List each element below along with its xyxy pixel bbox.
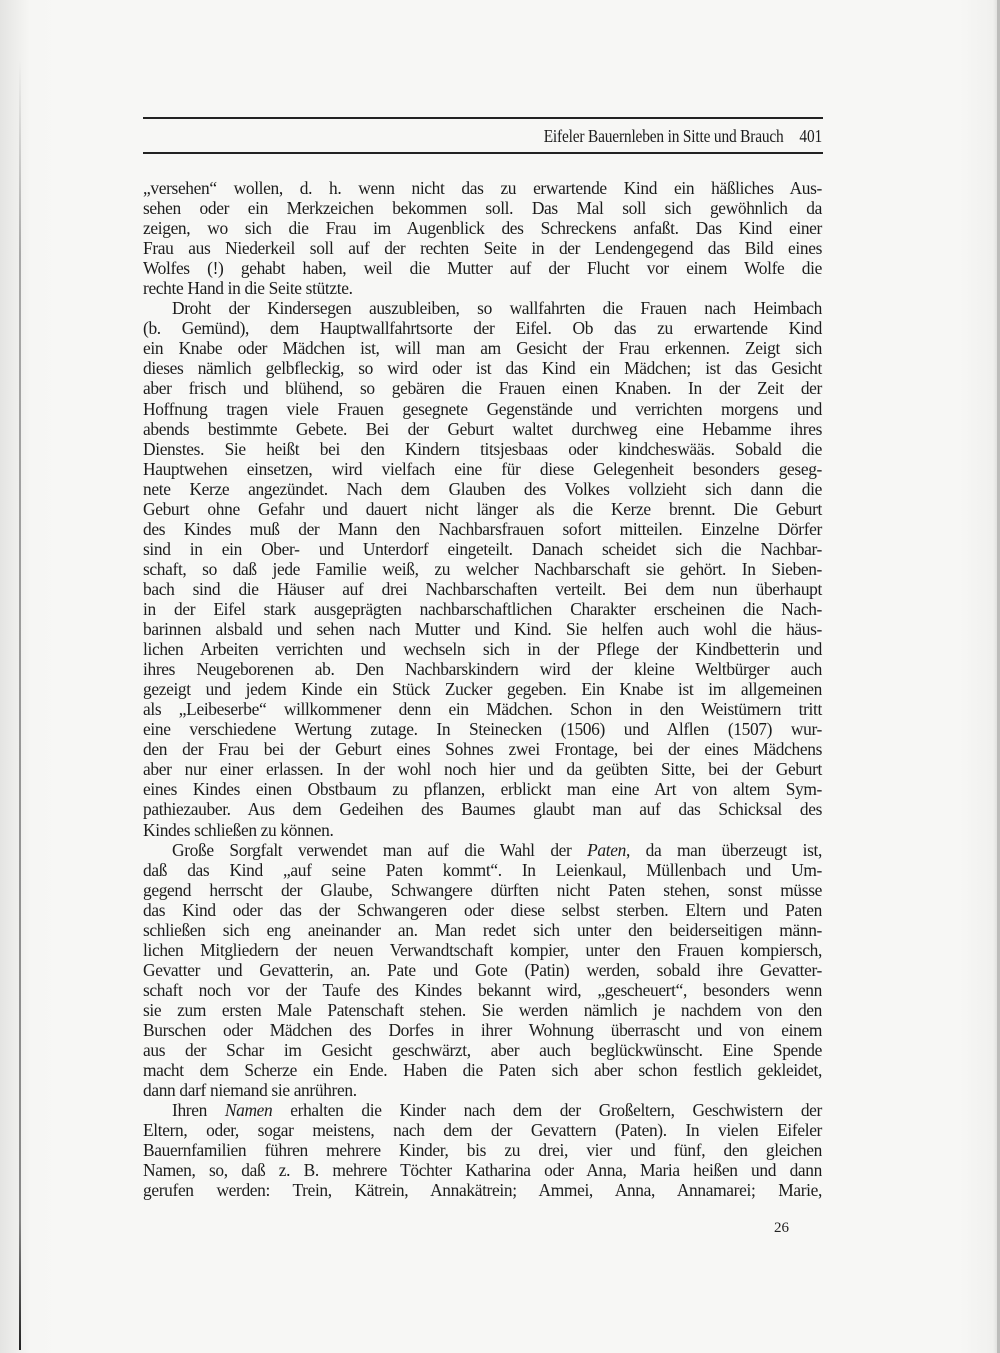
text-line-content: Bauernfamilien führen mehrere Kinder, bis zu drei, vier und fünf, den gleichen	[143, 1140, 822, 1161]
text-line-content: aus der Schar im Gesicht geschwärzt, aber auch beglückwünscht. Eine Spende	[143, 1040, 822, 1061]
text-line	[143, 318, 822, 338]
text-line-content: gezeigt und jedem Kinde ein Stück Zucker gegeben. Ein Knabe ist im allgemeinen	[143, 679, 822, 700]
text-line-content: aber nur einer erlassen. In der wohl noch hier und da geübten Sitte, bei der Geburt	[143, 759, 822, 780]
text-line-content: zeigen, wo sich die Frau im Augenblick des Schreckens anfaßt. Das Kind einer	[143, 218, 822, 239]
text-line-content: pathiezauber. Aus dem Gedeihen des Baumes glaubt man auf das Schicksal des	[143, 799, 822, 820]
text-line	[143, 699, 822, 719]
text-line-content: daß das Kind „auf seine Paten kommt“. In Leienkaul, Müllenbach und Um-	[143, 859, 822, 880]
text-line	[143, 218, 822, 238]
running-title: Eifeler Bauernleben in Sitte und Brauch	[543, 126, 784, 146]
text-line-content: Namen, so, daß z. B. mehrere Töchter Katharina oder Anna, Maria heißen und dann	[143, 1160, 822, 1181]
text-line	[143, 178, 822, 198]
text-line-content: Dienstes. Sie heißt bei den Kindern titsjesbaas oder kindcheswääs. Sobald die	[143, 438, 822, 459]
text-segment: , da man überzeugt ist,	[625, 839, 823, 860]
binding-gutter	[19, 60, 21, 1350]
text-line-content: den der Frau bei der Geburt eines Sohnes zwei Frontage, bei der eines Mädchens	[143, 739, 822, 760]
text-line	[143, 499, 822, 519]
text-line-content: schließen sich eng aneinander an. Man redet sich unter den beiderseitigen männ-	[143, 919, 822, 940]
text-line	[143, 459, 822, 479]
text-line	[143, 860, 822, 880]
page-number: 401	[799, 126, 822, 146]
text-line	[143, 679, 822, 699]
text-line	[143, 378, 822, 398]
text-line	[143, 539, 822, 559]
text-line	[143, 358, 822, 378]
text-line	[143, 639, 822, 659]
text-line-content: sehen oder ein Merkzeichen bekommen soll. Das Mal soll sich gewöhnlich da	[143, 198, 822, 219]
text-line	[143, 559, 822, 579]
text-line	[143, 1160, 822, 1180]
text-line	[143, 1000, 822, 1020]
text-line	[143, 719, 822, 739]
running-header	[224, 126, 822, 147]
text-line-content: Frau aus Niederkeil soll auf der rechten Seite in der Lendengegend das Bild eines	[143, 238, 822, 259]
text-line	[143, 659, 822, 679]
text-line	[143, 599, 822, 619]
text-line-content: macht dem Scherze ein Ende. Haben die Paten sich aber schon festlich gekleidet,	[143, 1060, 822, 1081]
text-line-content: aber frisch und blühend, so gebären die Frauen einen Knaben. In der Zeit der	[143, 378, 822, 399]
text-line	[143, 940, 822, 960]
text-line-content: ihres Neugeborenen ab. Den Nachbarskindern wird der kleine Weltbürger auch	[143, 659, 822, 680]
text-line-content: abends bestimmte Gebete. Bei der Geburt waltet durchweg eine Hebamme ihres	[143, 418, 822, 439]
emphasized-term: Namen	[224, 1100, 273, 1121]
text-line-content: dieses nämlich gelbfleckig, so wird oder ist das Kind ein Mädchen; ist das Gesicht	[143, 358, 822, 379]
text-line-content: bach sind die Häuser auf drei Nachbarschaften verteilt. Bei dem nun überhaupt	[143, 578, 822, 599]
text-segment: erhalten die Kinder nach dem der Großeltern, Geschwistern der	[272, 1100, 822, 1121]
text-line	[143, 1100, 822, 1120]
text-line	[143, 759, 822, 779]
header-rule-bottom	[143, 152, 823, 154]
text-line	[143, 399, 822, 419]
text-line-content: dann darf niemand sie anrühren.	[143, 1080, 357, 1101]
text-segment: Ihren	[172, 1100, 225, 1121]
text-line	[143, 619, 822, 639]
text-line-content: eine verschiedene Wertung zutage. In Steinecken (1506) und Alflen (1507) wur-	[143, 719, 822, 740]
text-line	[143, 519, 822, 539]
text-line-content: Kindes schließen zu können.	[143, 819, 334, 840]
text-line-content: schaft, so daß jede Familie weiß, zu welcher Nachbarschaft sie gehört. In Sieben-	[143, 558, 822, 579]
text-line	[143, 278, 822, 298]
text-line-content: „versehen“ wollen, d. h. wenn nicht das zu erwartende Kind ein häßliches Aus-	[143, 178, 822, 198]
text-line-content: Geburt ohne Gefahr und dauert nicht länger als die Kerze brennt. Die Geburt	[143, 498, 822, 519]
text-line-content: des Kindes muß der Mann den Nachbarsfrauen sofort mitteilen. Einzelne Dörfer	[143, 518, 822, 539]
text-line	[143, 1120, 822, 1140]
text-line-content: lichen Mitgliedern der neuen Verwandtschaft kompier, unter den Frauen kompiersch,	[143, 939, 822, 960]
text-line	[143, 338, 822, 358]
text-line-content: sie zum ersten Male Patenschaft stehen. Sie werden nämlich je nachdem von den	[143, 999, 822, 1020]
text-line	[143, 1040, 822, 1060]
text-line-content: barinnen alsbald und sehen nach Mutter und Kind. Sie helfen auch wohl die häus-	[143, 619, 822, 640]
text-line	[143, 298, 822, 318]
text-line-content: sind in ein Ober- und Unterdorf eingeteilt. Danach scheidet sich die Nachbar-	[143, 538, 822, 559]
text-line-content: Gevatter und Gevatterin, an. Pate und Gote (Patin) werden, sobald ihre Gevatter-	[143, 959, 822, 980]
text-line-content: Wolfes (!) gehabt haben, weil die Mutter auf der Flucht vor einem Wolfe die	[143, 258, 822, 279]
text-line-content: nete Kerze angezündet. Nach dem Glauben des Volkes vollzieht sich dann die	[143, 478, 822, 499]
text-line	[143, 779, 822, 799]
text-segment: Große Sorgfalt verwendet man auf die Wahl der	[172, 839, 588, 860]
text-line	[143, 198, 822, 218]
emphasized-term: Paten	[587, 839, 626, 860]
text-line-content: Hauptwehen einsetzen, wird vielfach eine für diese Gelegenheit besonders geseg-	[143, 458, 822, 479]
text-line-content: lichen Arbeiten verrichten und wechseln sich in der Pflege der Kindbetterin und	[143, 639, 822, 660]
text-line-content: Eltern, oder, sogar meistens, nach dem der Gevattern (Paten). In vielen Eifeler	[143, 1120, 822, 1141]
text-line	[143, 980, 822, 1000]
text-line	[143, 1080, 822, 1100]
text-line-content: (b. Gemünd), dem Hauptwallfahrtsorte der Eifel. Ob das zu erwartende Kind	[143, 318, 822, 339]
text-line	[143, 739, 822, 759]
text-line-content: Hoffnung tragen viele Frauen gesegnete Gegenstände und verrichten morgens und	[143, 398, 822, 419]
text-line	[143, 439, 822, 459]
text-line-content: das Kind oder das der Schwangeren oder diese selbst sterben. Eltern und Paten	[143, 899, 822, 920]
signature-mark: 26	[774, 1220, 789, 1236]
body-text	[143, 178, 822, 1200]
text-line	[143, 579, 822, 599]
text-line-content: in der Eifel stark ausgeprägten nachbarschaftlichen Charakter erscheinen die Nach-	[143, 598, 822, 619]
text-line-content: schaft noch vor der Taufe des Kindes bekannt wird, „gescheuert“, besonders wenn	[143, 979, 822, 1000]
text-line	[143, 238, 822, 258]
text-line-content: rechte Hand in die Seite stützte.	[143, 278, 353, 299]
text-line	[143, 419, 822, 439]
text-line	[143, 960, 822, 980]
text-line-content: gegend herrscht der Glaube, Schwangere dürften nicht Paten stehen, sonst müsse	[143, 879, 822, 900]
text-line	[143, 820, 822, 840]
text-line-content: gerufen werden: Trein, Kätrein, Annakätrein; Ammei, Anna, Annamarei; Marie,	[143, 1180, 822, 1201]
text-line	[143, 920, 822, 940]
text-line-content: Burschen oder Mädchen des Dorfes in ihrer Wohnung überrascht und von einem	[143, 1019, 822, 1040]
text-line-content: Droht der Kindersegen auszubleiben, so wallfahrten die Frauen nach Heimbach	[172, 298, 822, 319]
text-line	[143, 1060, 822, 1080]
text-line-content	[172, 1100, 822, 1120]
text-line	[143, 1180, 822, 1200]
text-line	[143, 840, 822, 860]
text-line	[143, 1020, 822, 1040]
text-line	[143, 258, 822, 278]
text-line	[143, 880, 822, 900]
text-line-content: ein Knabe oder Mädchen ist, will man am Gesicht der Frau erkennen. Zeigt sich	[143, 338, 822, 359]
text-line-content	[172, 840, 822, 860]
text-line	[143, 1140, 822, 1160]
text-line	[143, 479, 822, 499]
header-rule-top	[143, 117, 823, 119]
text-line-content: als „Leibeserbe“ willkommener denn ein Mädchen. Schon in den Weistümern tritt	[143, 699, 822, 720]
text-line-content: eines Kindes einen Obstbaum zu pflanzen, erblickt man eine Art von altem Sym-	[143, 779, 822, 800]
text-line	[143, 799, 822, 819]
text-line	[143, 900, 822, 920]
